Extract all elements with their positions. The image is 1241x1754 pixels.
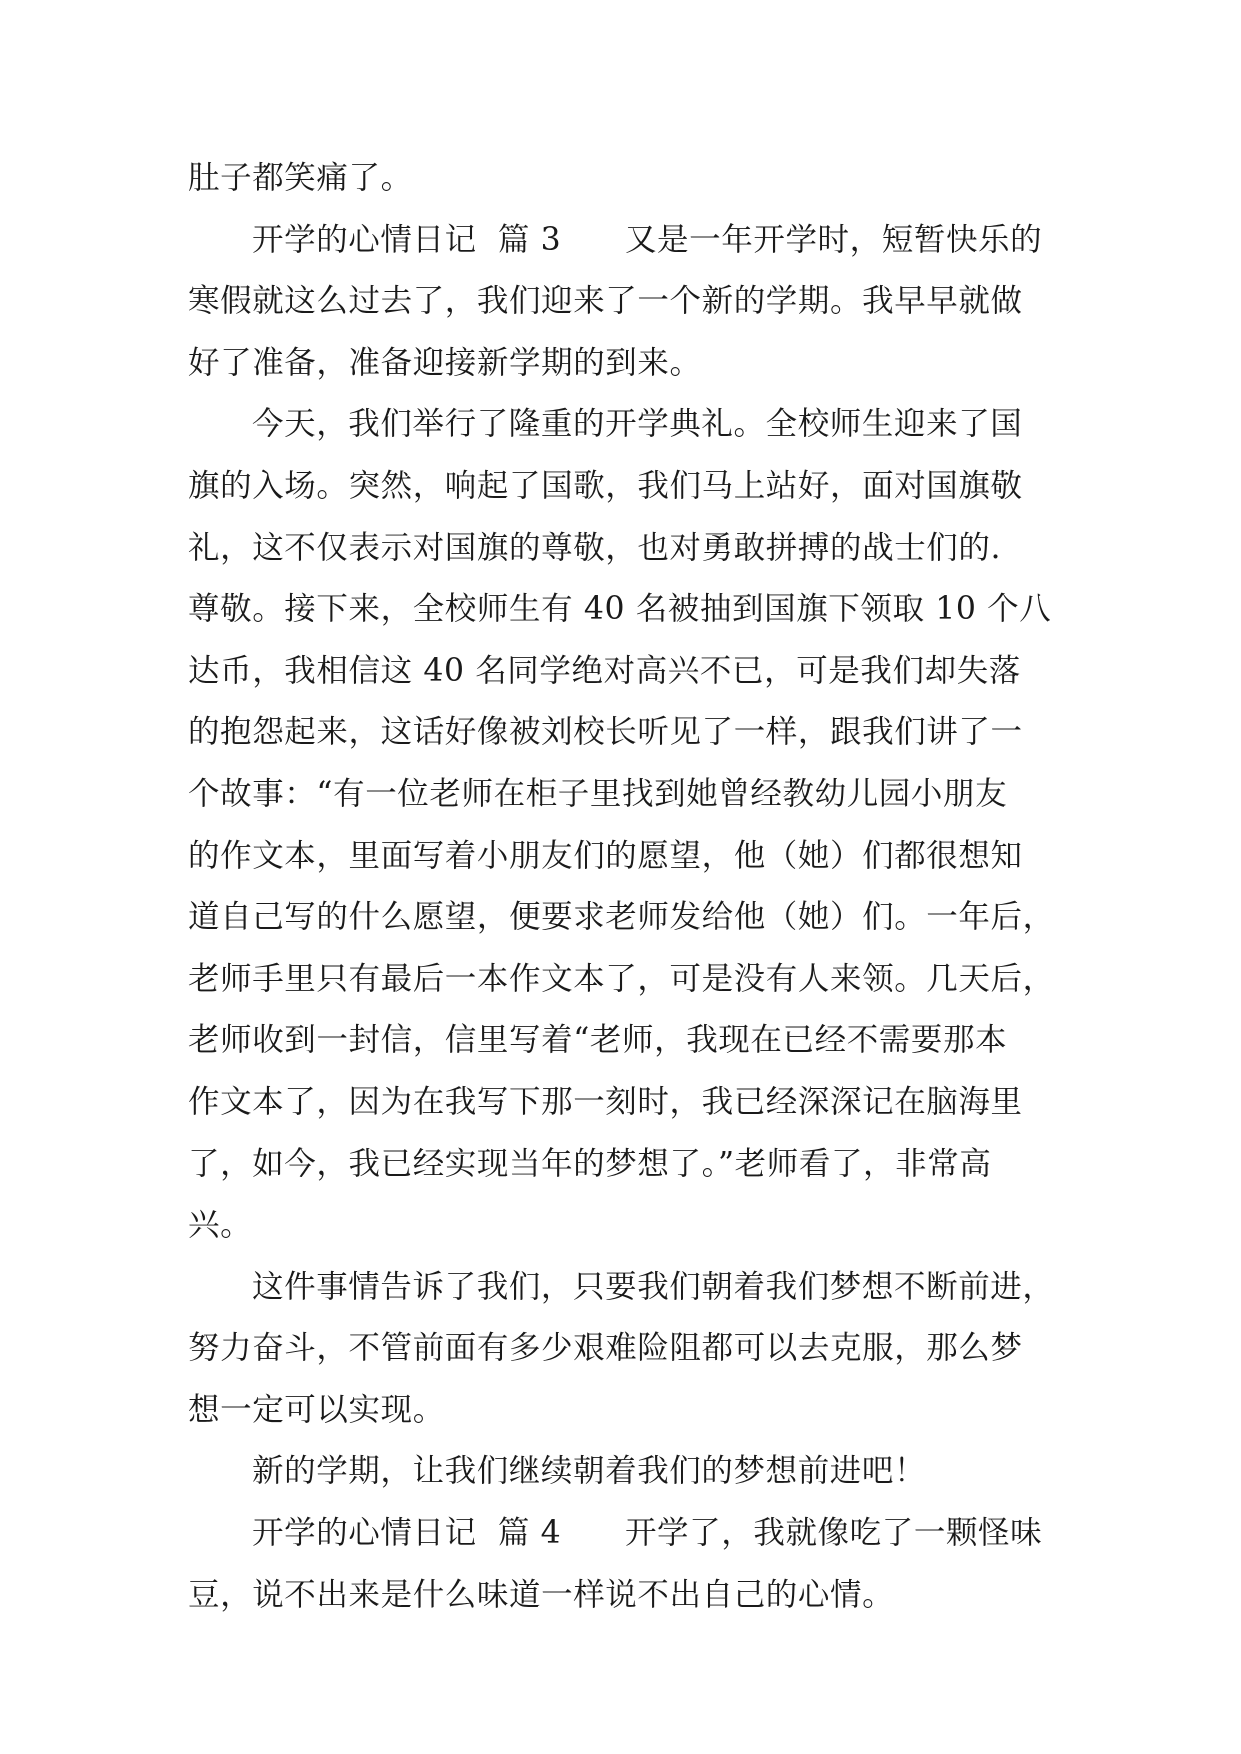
- text-line: 开学的心情日记 篇 4 开学了，我就像吃了一颗怪味: [252, 1515, 1043, 1552]
- text-line: 努力奋斗，不管前面有多少艰难险阻都可以去克服，那么梦: [188, 1330, 1023, 1367]
- text-line: 道自己写的什么愿望，便要求老师发给他（她）们。一年后，: [188, 899, 1055, 936]
- text-line: 老师收到一封信，信里写着“老师，我现在已经不需要那本: [188, 1022, 1008, 1059]
- text-line: 兴。: [188, 1207, 253, 1244]
- document-body: [188, 148, 1053, 1626]
- text-line: 尊敬。接下来，全校师生有 40 名被抽到国旗下领取 10 个八: [188, 591, 1052, 628]
- text-line: 老师手里只有最后一本作文本了，可是没有人来领。几天后，: [188, 960, 1055, 997]
- text-line: 好了准备，准备迎接新学期的到来。: [188, 344, 702, 381]
- text-line: 达币，我相信这 40 名同学绝对高兴不已，可是我们却失落: [188, 652, 1021, 689]
- text-line: 新的学期，让我们继续朝着我们的梦想前进吧！: [252, 1453, 927, 1490]
- text-line: 旗的入场。突然，响起了国歌，我们马上站好，面对国旗敬: [188, 467, 1023, 504]
- text-line: 作文本了，因为在我写下那一刻时，我已经深深记在脑海里: [188, 1083, 1023, 1120]
- text-line: 这件事情告诉了我们，只要我们朝着我们梦想不断前进，: [252, 1268, 1055, 1305]
- text-line: 豆，说不出来是什么味道一样说不出自己的心情。: [188, 1576, 895, 1613]
- text-line: 的作文本，里面写着小朋友们的愿望，他（她）们都很想知: [188, 837, 1023, 874]
- text-line: 了，如今，我已经实现当年的梦想了。”老师看了，非常高: [188, 1145, 992, 1182]
- text-line: 肚子都笑痛了。: [188, 160, 413, 196]
- text-line: 今天，我们举行了隆重的开学典礼。全校师生迎来了国: [252, 406, 1023, 443]
- text-line: 想一定可以实现。: [188, 1391, 445, 1428]
- text-line: 开学的心情日记 篇 3 又是一年开学时，短暂快乐的: [252, 221, 1043, 258]
- text-line: 礼，这不仅表示对国旗的尊敬，也对勇敢拼搏的战士们的.: [188, 529, 1002, 566]
- text-line: 的抱怨起来，这话好像被刘校长听见了一样，跟我们讲了一: [188, 714, 1023, 751]
- text-line: 寒假就这么过去了，我们迎来了一个新的学期。我早早就做: [188, 283, 1023, 320]
- text-line: 个故事：“有一位老师在柜子里找到她曾经教幼儿园小朋友: [188, 775, 1008, 812]
